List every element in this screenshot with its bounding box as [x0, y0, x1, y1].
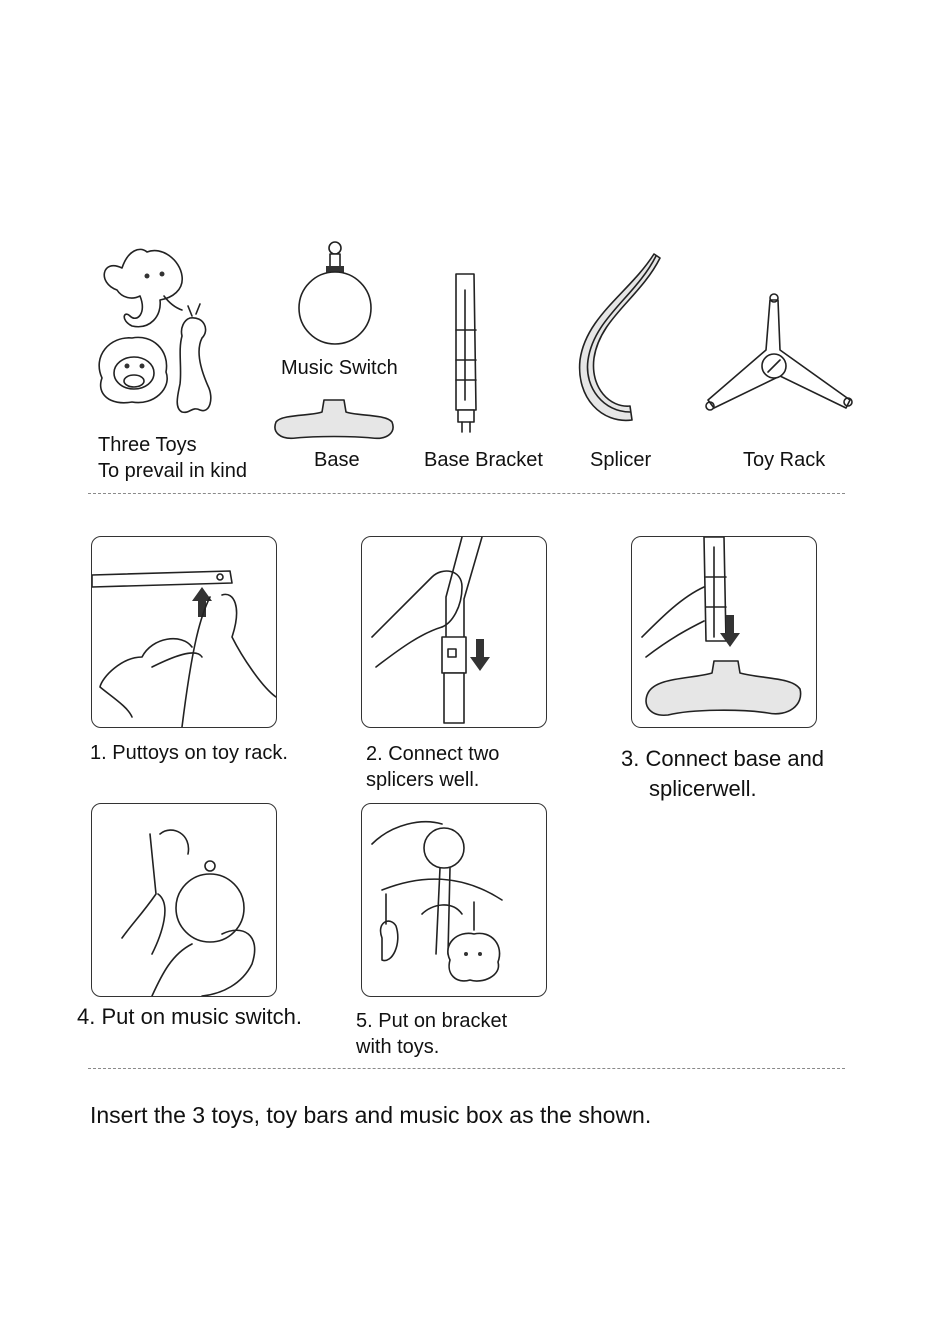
step-4-panel — [91, 803, 277, 997]
toy-rack-illustration — [700, 290, 860, 420]
base-bracket-illustration — [444, 270, 494, 434]
splicer-illustration — [570, 248, 670, 428]
three-toys-illustration — [92, 238, 232, 423]
three-toys-label: Three Toys To prevail in kind — [98, 434, 247, 482]
base-bracket-label: Base Bracket — [424, 449, 543, 471]
step-2-panel — [361, 536, 547, 728]
step-2-caption: 2. Connect two splicers well. — [366, 743, 500, 791]
step-4-caption: 4. Put on music switch. — [77, 1004, 302, 1029]
base-illustration — [272, 396, 396, 444]
step-3-caption: 3. Connect base and splicerwell. — [621, 746, 825, 801]
divider-top — [88, 493, 845, 494]
base-label: Base — [314, 449, 360, 471]
toy-rack-label: Toy Rack — [743, 449, 826, 471]
music-switch-label: Music Switch — [281, 357, 398, 379]
music-switch-illustration — [295, 238, 375, 348]
divider-bottom — [88, 1068, 845, 1069]
step-1-caption: 1. Puttoys on toy rack. — [90, 742, 288, 764]
instruction-footer: Insert the 3 toys, toy bars and music box as the shown. — [90, 1102, 652, 1128]
step-1-panel — [91, 536, 277, 728]
step-5-panel — [361, 803, 547, 997]
splicer-label: Splicer — [590, 449, 652, 471]
step-5-caption: 5. Put on bracket with toys. — [356, 1010, 508, 1058]
step-3-panel — [631, 536, 817, 728]
